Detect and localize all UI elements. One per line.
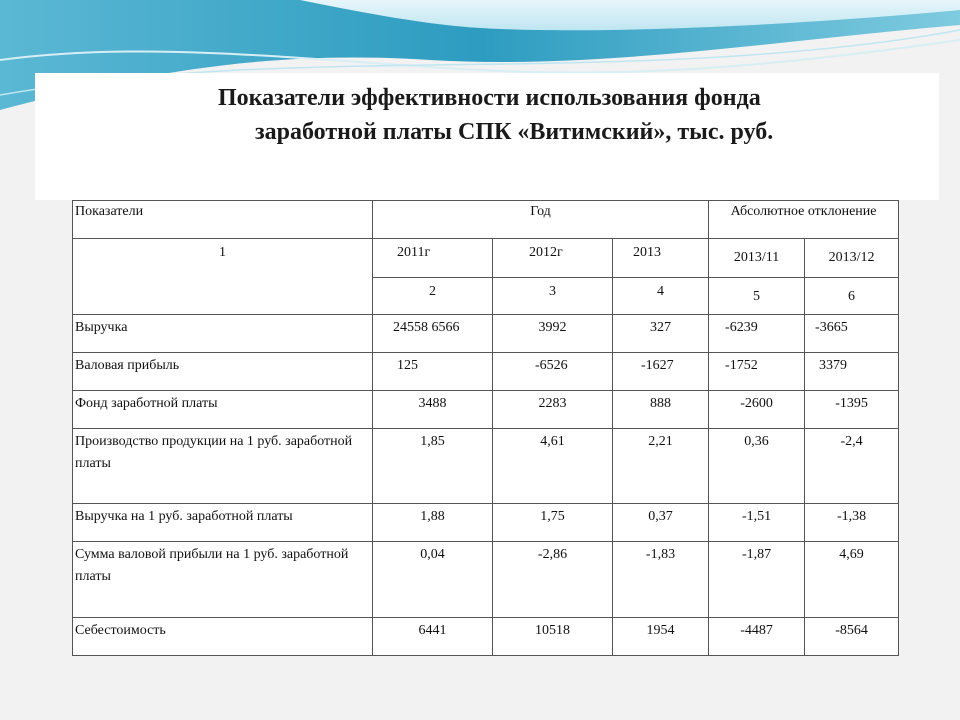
cell-dev-2013-12: -3665 [805, 315, 899, 353]
header-cell-year: Год [373, 201, 709, 239]
cell-dev-2013-11: 0,36 [709, 429, 805, 503]
header-cell-year-2012: 2012г [493, 239, 613, 278]
cell-2013: 327 [613, 315, 709, 353]
cell-dev-2013-12: -1395 [805, 391, 899, 429]
indicators-table [72, 200, 899, 656]
page-title-line-2: заработной платы СПК «Витимский», тыс. руб. [255, 119, 774, 145]
cell-2013: -1,83 [613, 541, 709, 617]
row-label: Валовая прибыль [73, 353, 373, 391]
header-cell-number: 4 [613, 278, 709, 315]
cell-dev-2013-12: 3379 [805, 353, 899, 391]
table-row [73, 617, 899, 655]
header-cell-deviation: Абсолютное отклонение [709, 201, 899, 239]
cell-2012: 2283 [493, 391, 613, 429]
table-row [73, 315, 899, 353]
cell-dev-2013-11: -1752 [709, 353, 805, 391]
table-row [73, 503, 899, 541]
header-cell-number: 5 [709, 278, 805, 315]
header-cell-number: 2 [373, 278, 493, 315]
cell-2012: 10518 [493, 617, 613, 655]
row-label: Фонд заработной платы [73, 391, 373, 429]
cell-2011: 1,88 [373, 503, 493, 541]
table-row [73, 541, 899, 617]
header-cell-year-2011: 2011г [373, 239, 493, 278]
row-label: Сумма валовой прибыли на 1 руб. заработной платы [73, 541, 373, 617]
row-label: Производство продукции на 1 руб. заработной платы [73, 429, 373, 503]
cell-2013: 1954 [613, 617, 709, 655]
cell-2011: 0,04 [373, 541, 493, 617]
row-label: Выручка [73, 315, 373, 353]
cell-2012: 3992 [493, 315, 613, 353]
table-row [73, 429, 899, 503]
cell-dev-2013-12: -1,38 [805, 503, 899, 541]
cell-2013: -1627 [613, 353, 709, 391]
header-row [73, 201, 899, 239]
cell-dev-2013-11: -1,87 [709, 541, 805, 617]
cell-2011: 6441 [373, 617, 493, 655]
header-row [73, 239, 899, 278]
cell-dev-2013-11: -6239 [709, 315, 805, 353]
cell-dev-2013-12: -8564 [805, 617, 899, 655]
cell-2011: 24558 6566 [373, 315, 493, 353]
cell-2012: 1,75 [493, 503, 613, 541]
cell-2013: 0,37 [613, 503, 709, 541]
header-cell-dev-2013-12: 2013/12 [805, 239, 899, 278]
cell-2012: -6526 [493, 353, 613, 391]
cell-2011: 3488 [373, 391, 493, 429]
cell-2013: 2,21 [613, 429, 709, 503]
header-cell-number: 3 [493, 278, 613, 315]
cell-2011: 1,85 [373, 429, 493, 503]
header-cell-indicators: Показатели [73, 201, 373, 239]
cell-2012: 4,61 [493, 429, 613, 503]
cell-dev-2013-11: -4487 [709, 617, 805, 655]
cell-2013: 888 [613, 391, 709, 429]
header-cell-year-2013: 2013 [613, 239, 709, 278]
row-label: Выручка на 1 руб. заработной платы [73, 503, 373, 541]
cell-dev-2013-12: -2,4 [805, 429, 899, 503]
cell-dev-2013-12: 4,69 [805, 541, 899, 617]
cell-dev-2013-11: -2600 [709, 391, 805, 429]
table-row [73, 391, 899, 429]
row-label: Себестоимость [73, 617, 373, 655]
cell-dev-2013-11: -1,51 [709, 503, 805, 541]
cell-2011: 125 [373, 353, 493, 391]
header-cell-index: 1 [73, 239, 373, 315]
header-cell-number: 6 [805, 278, 899, 315]
page-title-line-1: Показатели эффективности использования фонда [218, 85, 761, 111]
table-row [73, 353, 899, 391]
header-cell-dev-2013-11: 2013/11 [709, 239, 805, 278]
cell-2012: -2,86 [493, 541, 613, 617]
